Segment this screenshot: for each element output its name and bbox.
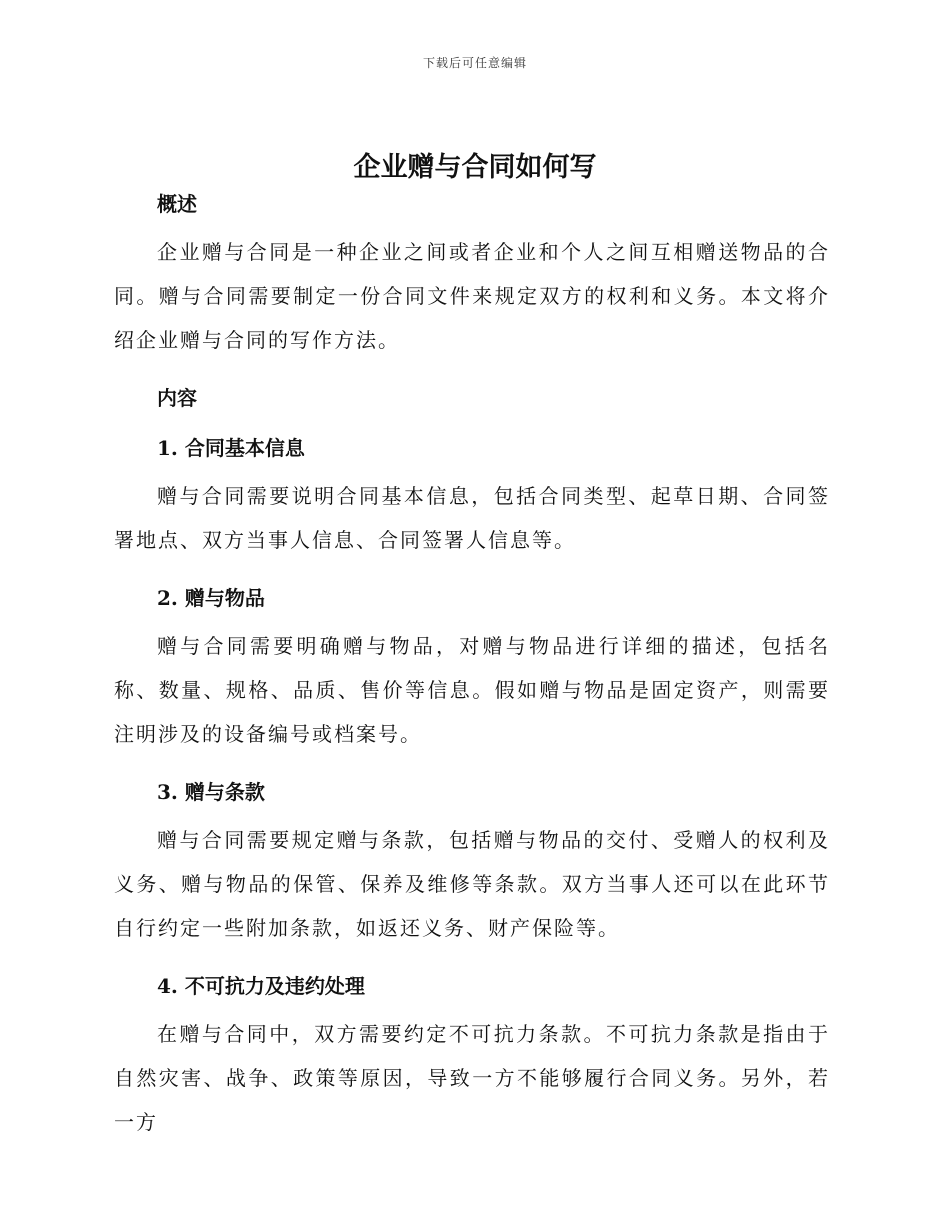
section-heading-force-majeure: 4. 不可抗力及违约处理 <box>157 974 365 998</box>
page-header-note: 下载后可任意编辑 <box>422 56 527 70</box>
section-heading-content: 内容 <box>157 386 197 410</box>
section-paragraph-basic-info: 赠与合同需要说明合同基本信息，包括合同类型、起草日期、合同签署地点、双方当事人信息、合同签署人信息等。 <box>114 484 830 552</box>
section-paragraph-force-majeure: 在赠与合同中，双方需要约定不可抗力条款。不可抗力条款是指由于自然灾害、战争、政策等原因，导致一方不能够履行合同义务。另外，若一方 <box>114 1022 830 1134</box>
section-paragraph-overview: 企业赠与合同是一种企业之间或者企业和个人之间互相赠送物品的合同。赠与合同需要制定一份合同文件来规定双方的权利和义务。本文将介绍企业赠与合同的写作方法。 <box>114 240 830 352</box>
section-paragraph-gift-items: 赠与合同需要明确赠与物品，对赠与物品进行详细的描述，包括名称、数量、规格、品质、售价等信息。假如赠与物品是固定资产，则需要注明涉及的设备编号或档案号。 <box>114 634 830 746</box>
document-title: 企业赠与合同如何写 <box>353 152 597 183</box>
section-heading-gift-items: 2. 赠与物品 <box>157 586 265 610</box>
section-heading-overview: 概述 <box>157 192 197 216</box>
section-heading-gift-terms: 3. 赠与条款 <box>157 780 265 804</box>
section-paragraph-gift-terms: 赠与合同需要规定赠与条款，包括赠与物品的交付、受赠人的权利及义务、赠与物品的保管、保养及维修等条款。双方当事人还可以在此环节自行约定一些附加条款，如返还义务、财产保险等。 <box>114 828 830 940</box>
section-heading-basic-info: 1. 合同基本信息 <box>157 436 305 460</box>
document-body <box>114 190 830 1144</box>
